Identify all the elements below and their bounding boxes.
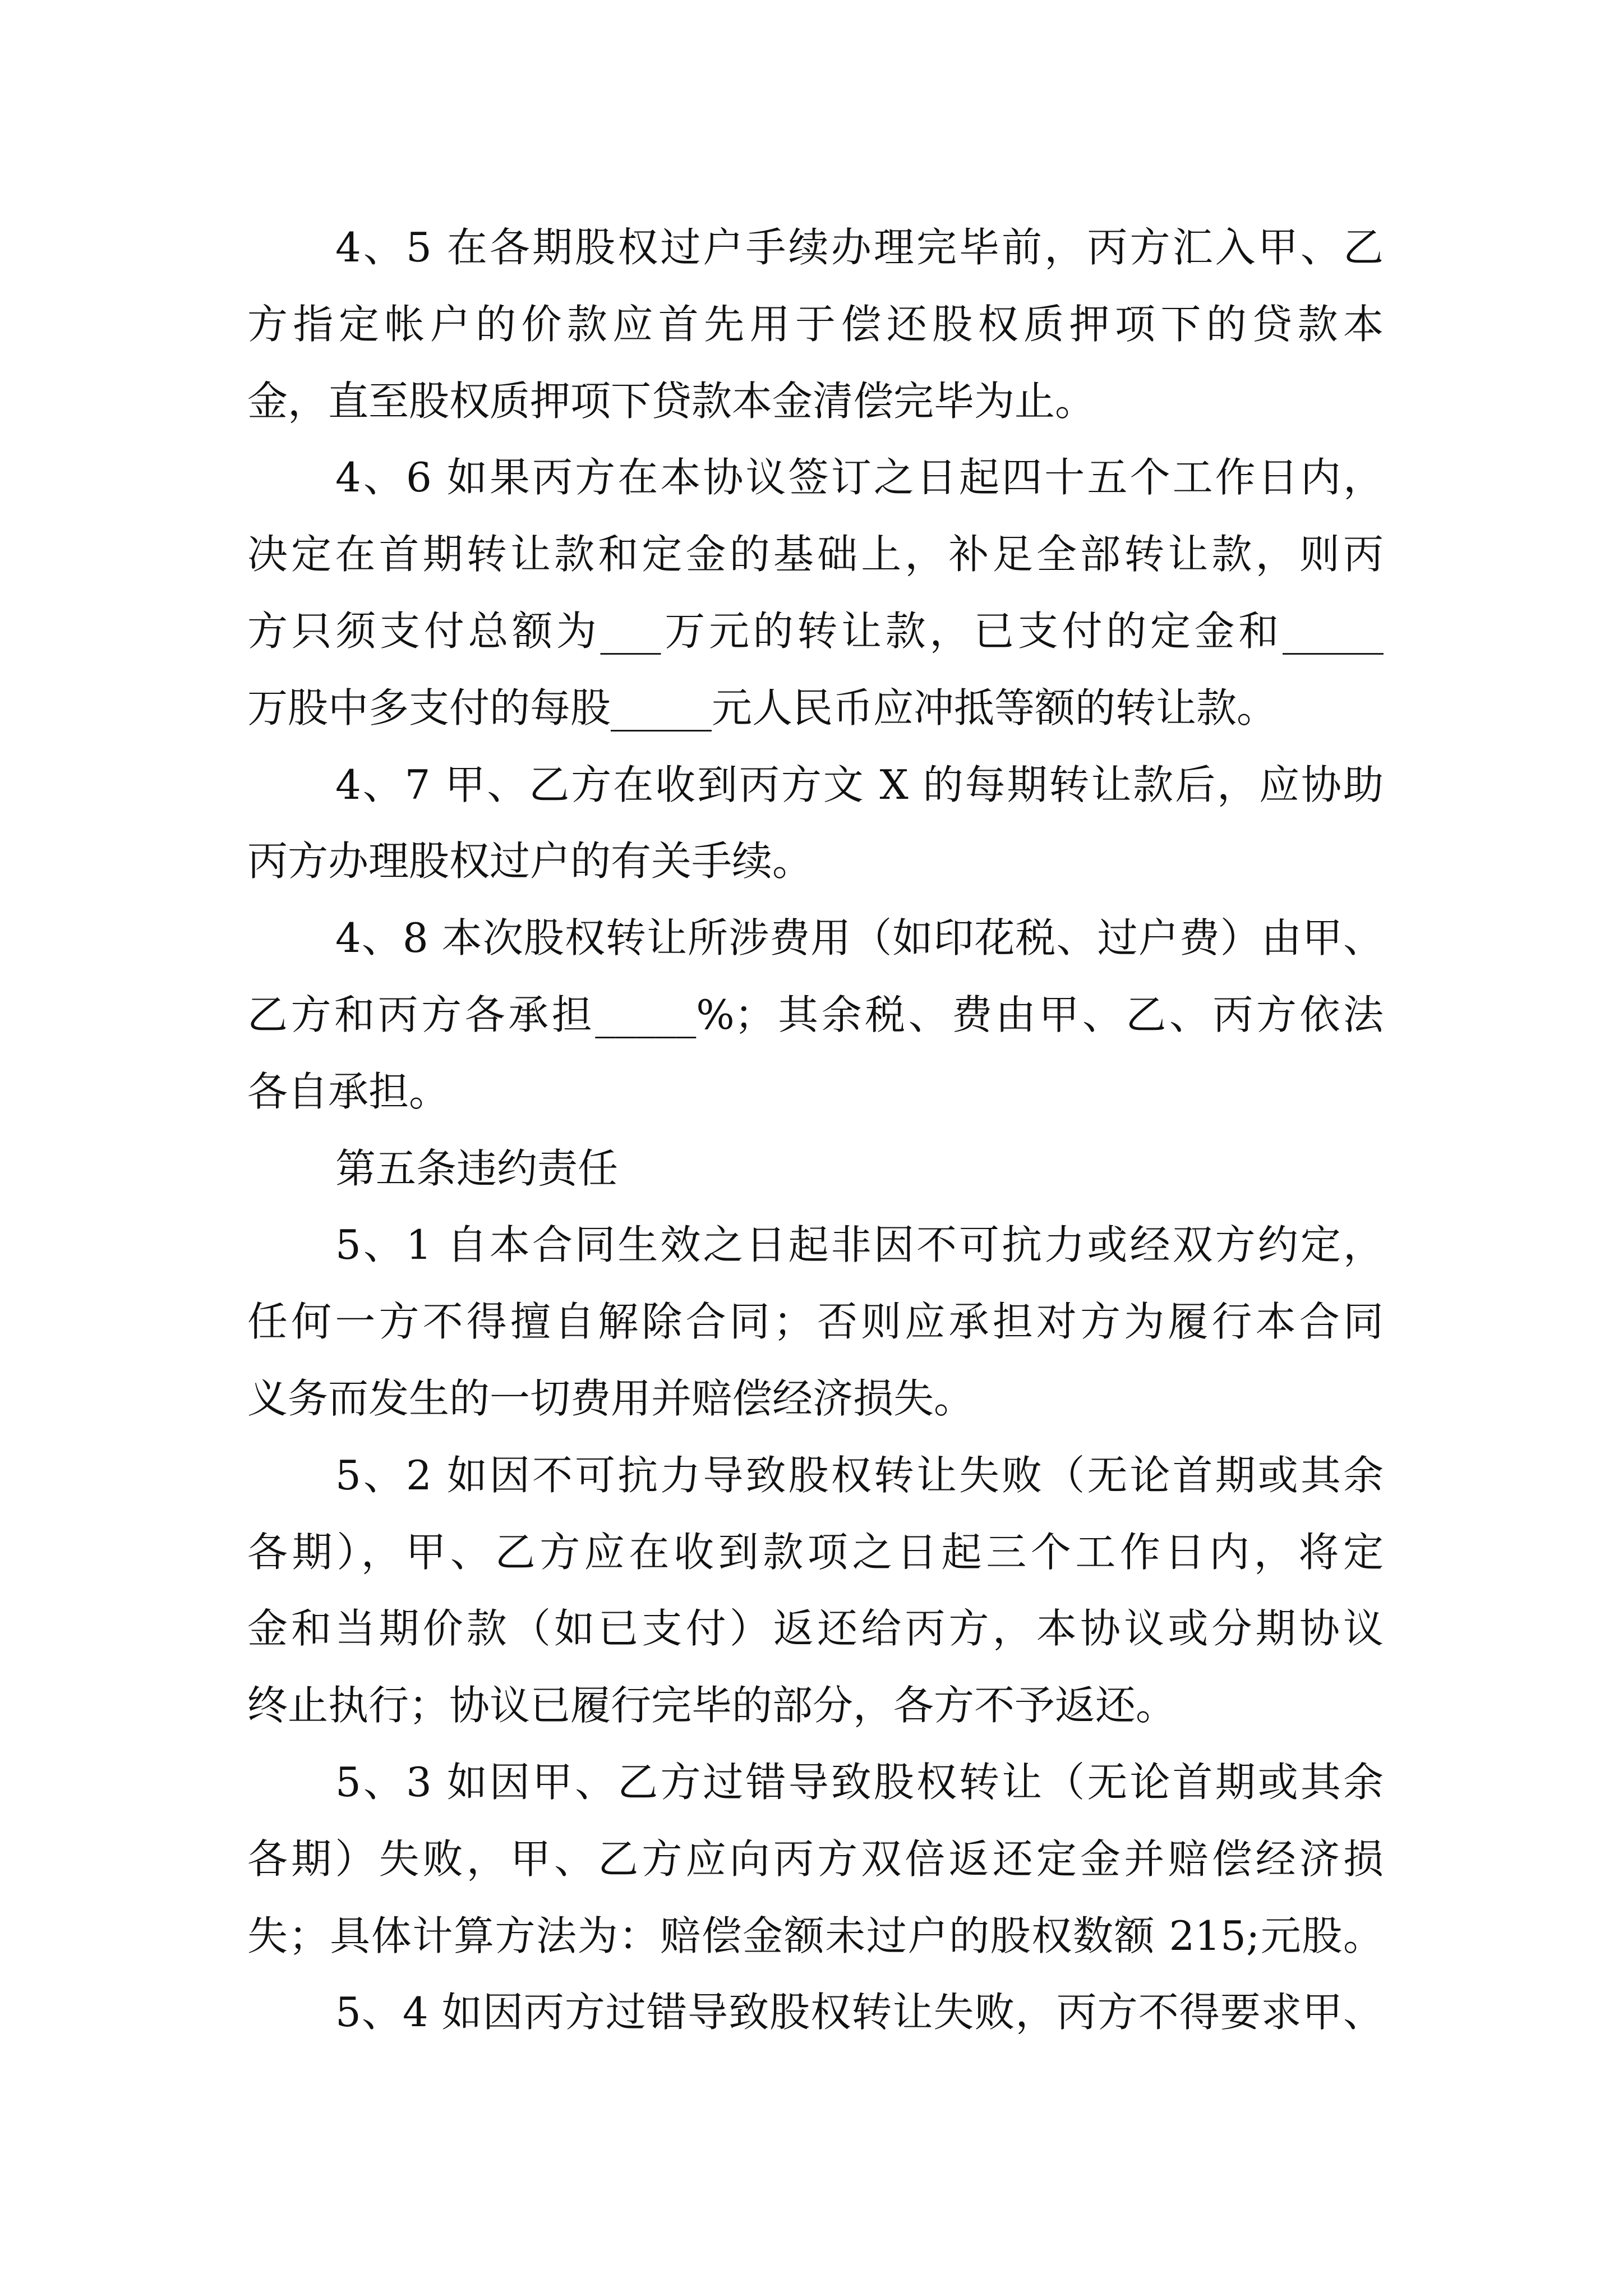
text-line: 方只须支付总额为___万元的转让款，已支付的定金和_____ xyxy=(247,607,1384,655)
text-line: 5、3 如因甲、乙方过错导致股权转让（无论首期或其余 xyxy=(335,1758,1384,1806)
text-line: 方指定帐户的价款应首先用于偿还股权质押项下的贷款本 xyxy=(247,300,1384,348)
document-body xyxy=(247,209,1384,2051)
paragraph-4-7 xyxy=(247,747,1384,900)
text-line: 各自承担。 xyxy=(247,1068,450,1115)
text-line: 4、7 甲、乙方在收到丙方文 X 的每期转让款后，应协助 xyxy=(335,761,1384,808)
text-line: 金，直至股权质押项下贷款本金清偿完毕为止。 xyxy=(247,377,1096,425)
text-line: 丙方办理股权过户的有关手续。 xyxy=(247,838,813,885)
text-line: 万股中多支付的每股_____元人民币应冲抵等额的转让款。 xyxy=(247,684,1278,731)
text-line: 任何一方不得擅自解除合同；否则应承担对方为履行本合同 xyxy=(247,1298,1384,1346)
text-line: 义务而发生的一切费用并赔偿经济损失。 xyxy=(247,1374,975,1422)
text-line: 5、4 如因丙方过错导致股权转让失败，丙方不得要求甲、 xyxy=(335,1989,1384,2036)
paragraph-4-6 xyxy=(247,439,1384,746)
paragraph-5-3 xyxy=(247,1744,1384,1974)
paragraph-5-4 xyxy=(247,1974,1384,2051)
section-heading xyxy=(247,1130,1384,1207)
text-line: 乙方和丙方各承担_____%；其余税、费由甲、乙、丙方依法 xyxy=(247,991,1384,1038)
text-line: 决定在首期转让款和定金的基础上，补足全部转让款，则丙 xyxy=(247,531,1384,578)
paragraph-4-5 xyxy=(247,209,1384,439)
section-heading-text: 第五条违约责任 xyxy=(335,1144,619,1192)
text-line: 终止执行；协议已履行完毕的部分，各方不予返还。 xyxy=(247,1682,1177,1729)
text-line: 5、1 自本合同生效之日起非因不可抗力或经双方约定， xyxy=(335,1221,1384,1269)
paragraph-4-8 xyxy=(247,900,1384,1130)
paragraph-5-1 xyxy=(247,1207,1384,1437)
text-line: 失；具体计算方法为：赔偿金额未过户的股权数额 215;元股。 xyxy=(247,1912,1384,1959)
text-line: 各期）失败，甲、乙方应向丙方双倍返还定金并赔偿经济损 xyxy=(247,1835,1384,1883)
text-line: 4、8 本次股权转让所涉费用（如印花税、过户费）由甲、 xyxy=(335,914,1384,962)
text-line: 4、6 如果丙方在本协议签订之日起四十五个工作日内， xyxy=(335,454,1384,501)
text-line: 5、2 如因不可抗力导致股权转让失败（无论首期或其余 xyxy=(335,1451,1384,1499)
text-line: 金和当期价款（如已支付）返还给丙方，本协议或分期协议 xyxy=(247,1605,1384,1653)
text-line: 4、5 在各期股权过户手续办理完毕前，丙方汇入甲、乙 xyxy=(335,224,1384,271)
text-line: 各期），甲、乙方应在收到款项之日起三个工作日内，将定 xyxy=(247,1528,1384,1576)
paragraph-5-2 xyxy=(247,1437,1384,1744)
